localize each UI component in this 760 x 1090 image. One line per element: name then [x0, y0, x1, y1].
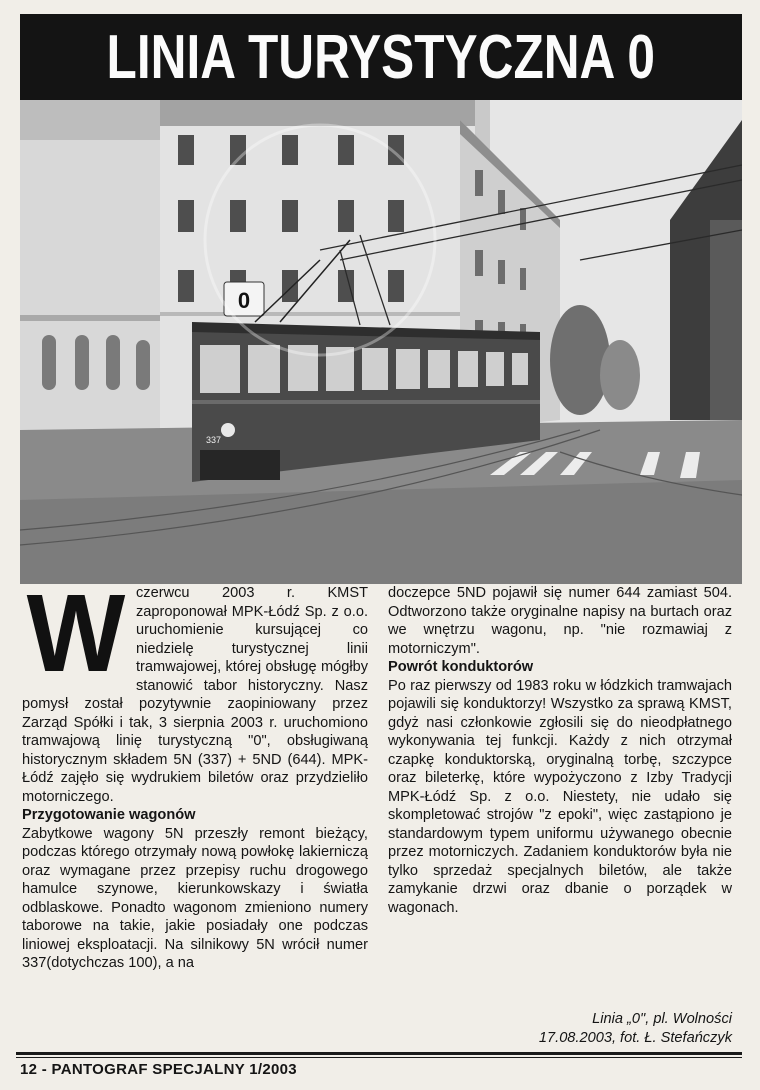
footer-rule-thin: [16, 1057, 742, 1058]
article-column-right: [388, 584, 732, 917]
tram-photo: [20, 100, 742, 584]
article-column-left: [22, 584, 368, 973]
photo-caption: [388, 1010, 732, 1048]
footer-rule: [16, 1052, 742, 1055]
section-text-preparation-continued: doczepce 5ND pojawił się numer 644 zamiast 504. Odtworzono także oryginalne napisy na burtach oraz we wnętrzu wagonu, np. "nie rozmawiaj z motorniczym".: [388, 585, 732, 657]
route-sign: 0: [237, 288, 251, 313]
fleet-number: 337: [206, 435, 222, 445]
page-footer: 12 - PANTOGRAF SPECJALNY 1/2003: [20, 1061, 297, 1078]
caption-line-1: Linia „0", pl. Wolności: [592, 1011, 732, 1027]
article-title: [20, 14, 742, 100]
section-text-preparation: Zabytkowe wagony 5N przeszły remont bieżący, podczas którego otrzymały nową powłokę lakierniczą oraz wymagane przez przepisy ruchu drogowego hamulce szynowe, kierunkowskazy i światła odblaskowe. Ponadto wagonom zmieniono numery taborowe na takie, jakie posiadały one podczas liniowej eksploatacji. Na silnikowy 5N wrócił numer 337(dotychczas 100), a na: [22, 825, 368, 971]
section-text-conductors: Po raz pierwszy od 1983 roku w łódzkich tramwajach pojawili się konduktorzy! Wszystko za sprawą KMST, gdyż nasi członkowie zgłosili się do nieodpłatnego wykonywania tej funkcji. Każdy z nich otrzymał czapkę konduktorską, oryginalną torbę, szczypce oraz bileterkę, które wypożyczono z Izby Tradycji MPK-Łódź Sp. z o.o. Niestety, nie udało się skompletować strojów "z epoki", więc zastąpiono je standardowym typem uniformu używanego obecnie przez motorniczych. Zadaniem konduktorów była nie tylko sprzedaż specjalnych biletów, ale także zamykanie drzwi oraz dbanie o porządek w wagonach.: [388, 677, 732, 916]
section-heading-preparation: Przygotowanie wagonów: [22, 807, 196, 823]
section-heading-conductors: Powrót konduktorów: [388, 659, 534, 675]
article-intro: czerwcu 2003 r. KMST zaproponował MPK-Łódź Sp. z o.o. uruchomienie kursującej co niedzielę turystycznej linii tramwajowej, której obsługę mógłby stanowić tabor historyczny. Nasz pomysł został pozytywnie zaopiniowany przez Zarząd Spółki i tak, 3 sierpnia 2003 r. uruchomiono tramwajową linię turystyczną "0", obsługiwaną historycznym składem 5N (337) + 5ND (644). MPK-Łódź zajęło się wydrukiem biletów oraz przydzieliło motorniczego.: [22, 585, 368, 805]
dropcap: W: [26, 586, 126, 682]
article-title-text: LINIA TURYSTYCZNA 0: [106, 22, 656, 92]
caption-line-2: 17.08.2003, fot. Ł. Stefańczyk: [538, 1030, 732, 1046]
